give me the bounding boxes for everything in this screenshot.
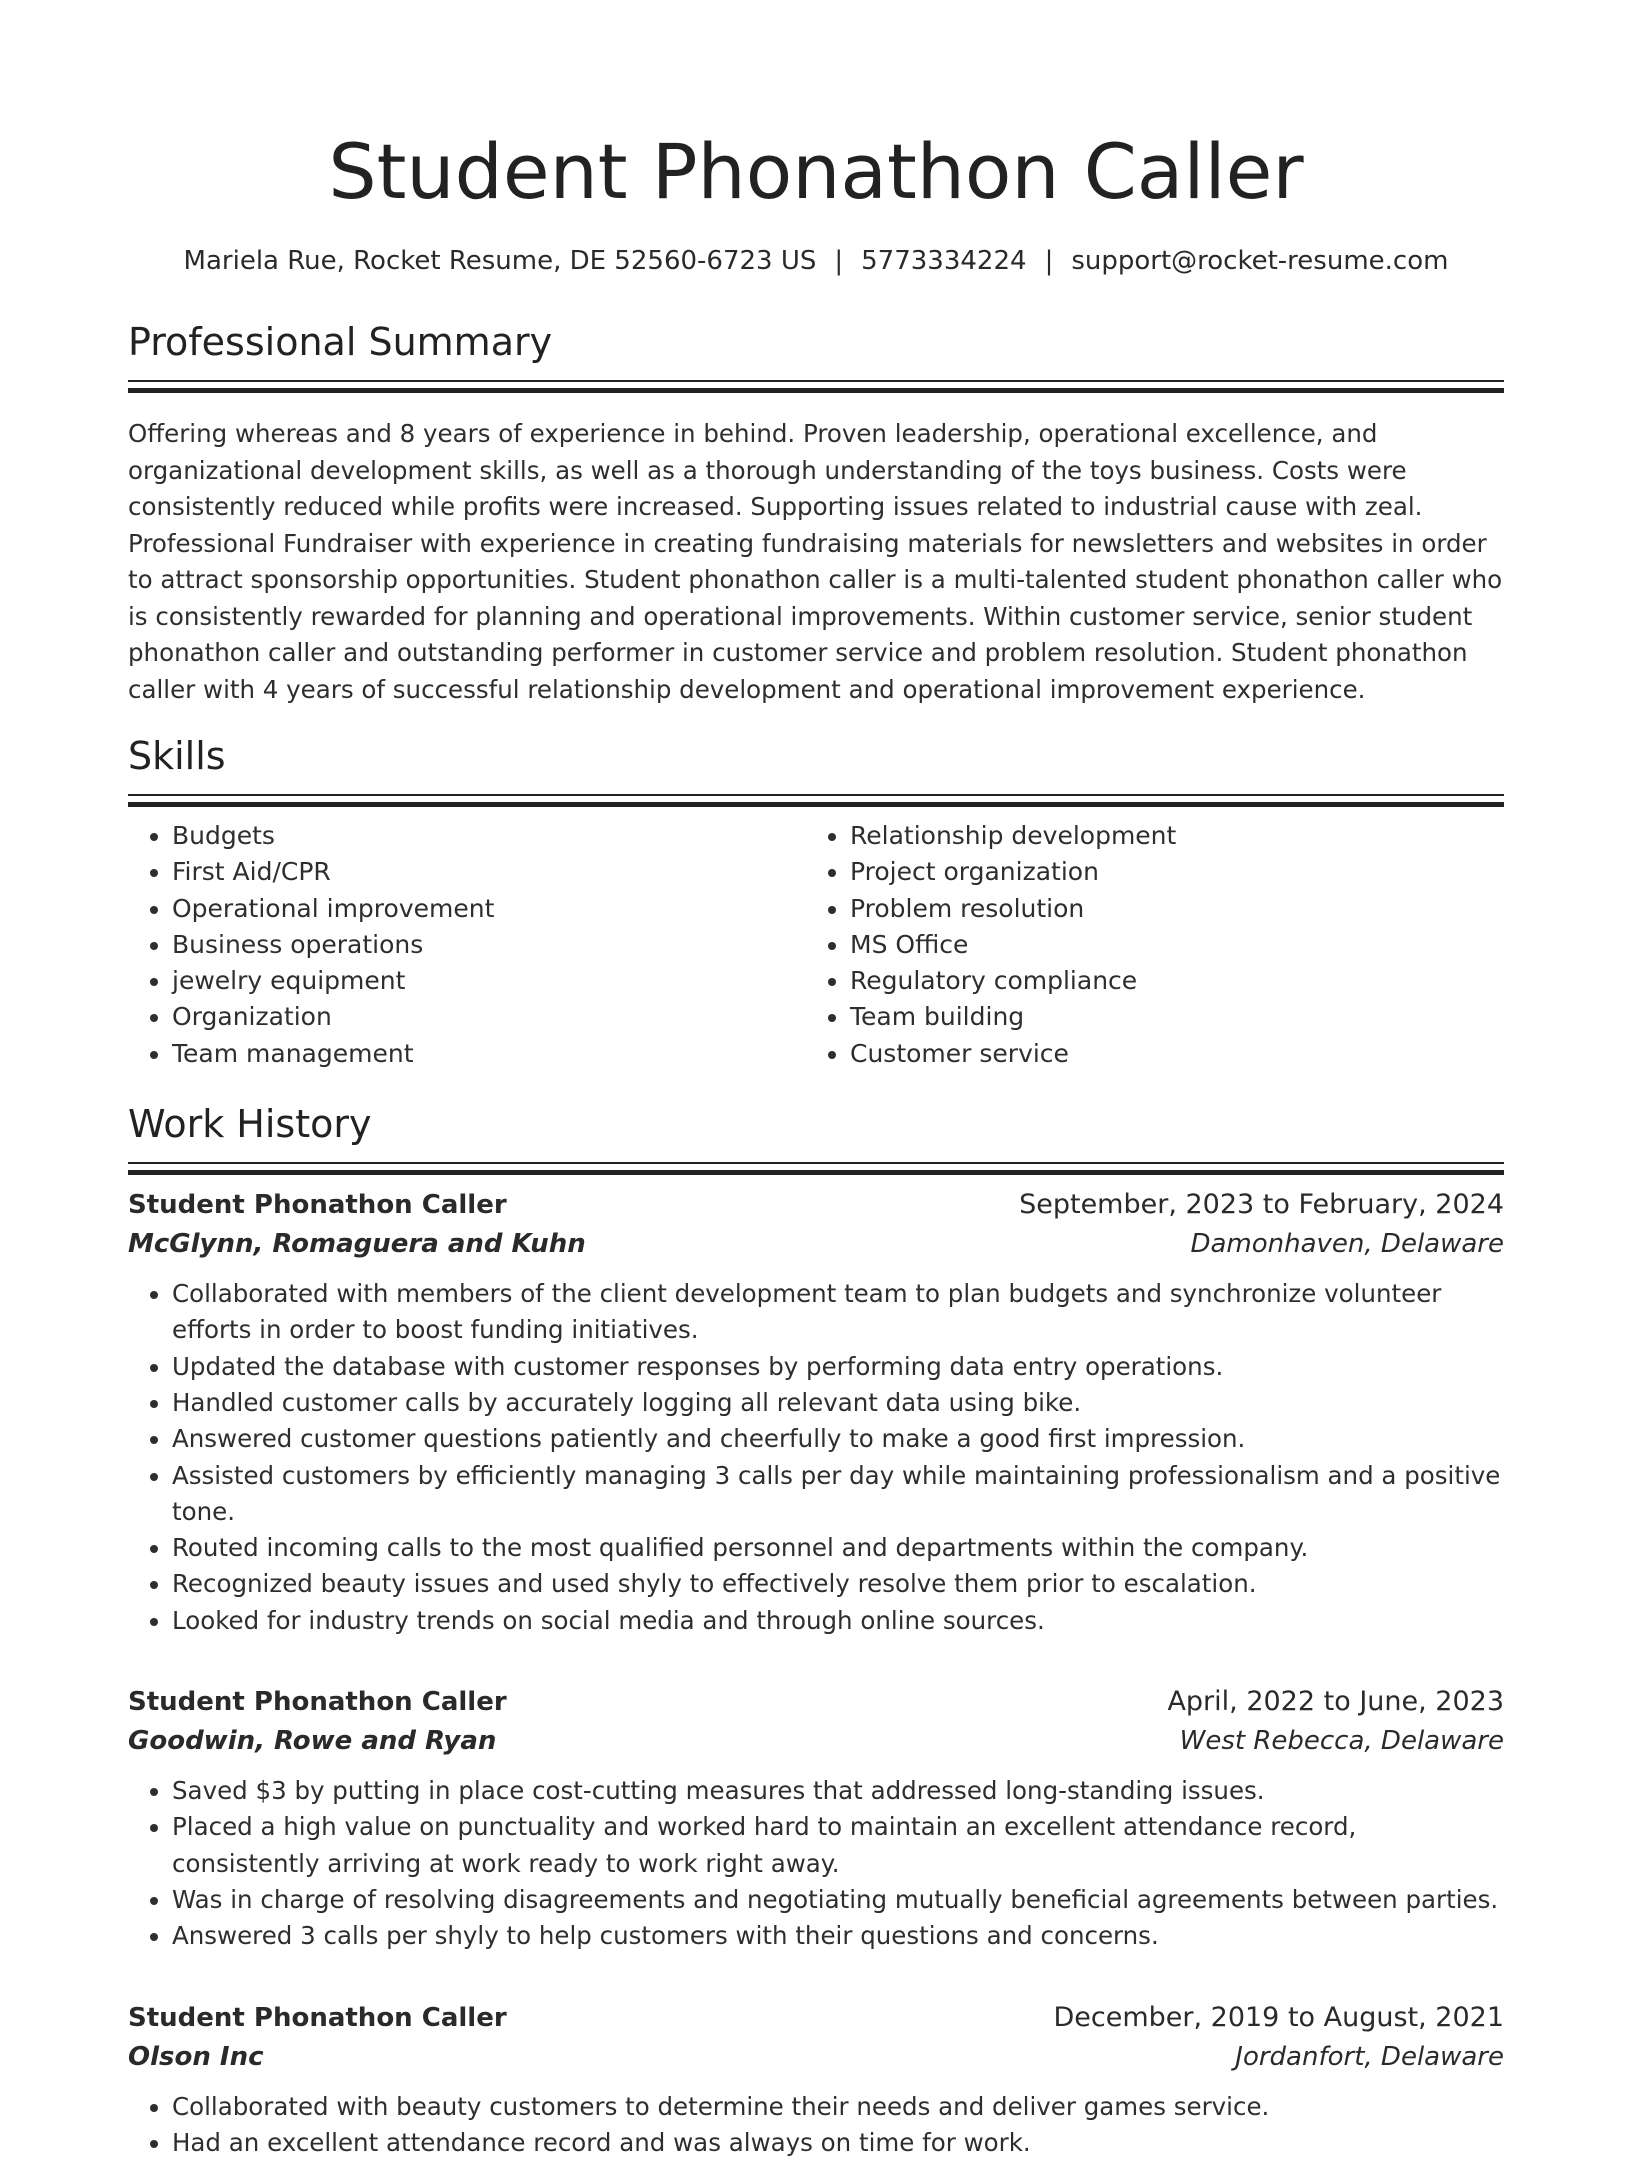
skill-item: • Regulatory compliance (850, 963, 1484, 999)
job-entry (128, 1683, 1504, 1954)
skills-list-right (806, 818, 1484, 1072)
job-duty: • Collaborated with members of the client development team to plan budgets and synchronize volunteer efforts in order to boost funding initiatives. (172, 1276, 1504, 1349)
professional-summary-section (128, 318, 1504, 708)
job-company-row (128, 2037, 1504, 2077)
job-dates: September, 2023 to February, 2024 (1019, 1189, 1504, 1221)
job-location: West Rebecca, Delaware (1179, 1726, 1504, 1757)
job-duty: • Routed incoming calls to the most qualified personnel and departments within the company. (172, 1530, 1504, 1566)
skill-item: • First Aid/CPR (172, 854, 806, 890)
job-duty: • Collaborated with beauty customers to determine their needs and deliver games service. (172, 2089, 1504, 2125)
skill-item: • Project organization (850, 854, 1484, 890)
job-header-row (128, 1683, 1504, 1721)
job-duty: • Placed a high value on punctuality and worked hard to maintain an excellent attendance record, consistently arriving at work ready to work right away. (172, 1809, 1504, 1882)
job-location: Damonhaven, Delaware (1190, 1229, 1504, 1260)
skills-section (128, 732, 1504, 1072)
job-duty: • Updated the database with customer responses by performing data entry operations. (172, 1349, 1504, 1385)
skills-list-left (128, 818, 806, 1072)
job-duties-list (128, 1773, 1504, 1954)
skill-item: • Team building (850, 999, 1484, 1035)
job-company-row (128, 1721, 1504, 1761)
skill-item: • MS Office (850, 927, 1484, 963)
contact-address: Mariela Rue, Rocket Resume, DE 52560-6723 US (183, 246, 817, 276)
contact-separator: | (1044, 246, 1054, 276)
job-duty: • Assisted customers by efficiently managing 3 calls per day while maintaining professionalism and a positive tone. (172, 1458, 1504, 1531)
job-entry (128, 1186, 1504, 1639)
section-heading-work-history: Work History (128, 1102, 372, 1147)
job-header-row (128, 1999, 1504, 2037)
job-duties-list (128, 1276, 1504, 1639)
job-company: Goodwin, Rowe and Ryan (128, 1726, 497, 1757)
job-duty: • Handled customer calls by accurately logging all relevant data using bike. (172, 1385, 1504, 1421)
job-duty: • Saved $3 by putting in place cost-cutting measures that addressed long-standing issues. (172, 1773, 1504, 1809)
job-duty: • Recognized beauty issues and used shyly to effectively resolve them prior to escalation. (172, 1566, 1504, 1602)
contact-email: support@rocket-resume.com (1071, 246, 1449, 276)
job-duty: • Answered customer questions patiently and cheerfully to make a good first impression. (172, 1421, 1504, 1457)
contact-line (128, 244, 1504, 278)
job-dates: April, 2022 to June, 2023 (1167, 1686, 1504, 1718)
skill-item: • Team management (172, 1036, 806, 1072)
job-company: Olson Inc (128, 2041, 264, 2072)
section-heading-summary: Professional Summary (128, 320, 553, 364)
section-divider (128, 1162, 1504, 1164)
summary-text: Offering whereas and 8 years of experience in behind. Proven leadership, operational excellence, and organizational development skills, as well as a thorough understanding of the toys business. Costs were consistently reduced while profits were increased. Supporting issues related to industrial cause with zeal. Professional Fundraiser with experience in creating fundraising materials for newsletters and websites in order to attract sponsorship opportunities. Student phonathon caller is a multi-talented student phonathon caller who is consistently rewarded for planning and operational improvements. Within customer service, senior student phonathon caller and outstanding performer in customer service and problem resolution. Student phonathon caller with 4 years of successful relationship development and operational improvement experience. (128, 419, 1503, 704)
job-company-row (128, 1224, 1504, 1264)
job-duty: • Answered 3 calls per shyly to help customers with their questions and concerns. (172, 1918, 1504, 1954)
contact-phone: 5773334224 (861, 246, 1027, 276)
job-duty: • Had an excellent attendance record and was always on time for work. (172, 2125, 1504, 2161)
job-dates: December, 2019 to August, 2021 (1053, 2001, 1504, 2033)
job-title: Student Phonathon Caller (128, 1190, 507, 1221)
skill-item: • Operational improvement (172, 891, 806, 927)
job-title: Student Phonathon Caller (128, 1687, 507, 1718)
document-title: Student Phonathon Caller (328, 127, 1304, 216)
work-history-section (128, 1100, 1504, 2161)
job-title: Student Phonathon Caller (128, 2002, 507, 2033)
skill-item: • Business operations (172, 927, 806, 963)
job-header-row (128, 1186, 1504, 1224)
skill-item: • Customer service (850, 1036, 1484, 1072)
skills-columns (128, 818, 1504, 1072)
job-duty: • Looked for industry trends on social media and through online sources. (172, 1603, 1504, 1639)
skill-item: • Organization (172, 999, 806, 1035)
job-duty: • Was in charge of resolving disagreements and negotiating mutually beneficial agreements between parties. (172, 1882, 1504, 1918)
job-location: Jordanfort, Delaware (1235, 2041, 1504, 2072)
skill-item: • Problem resolution (850, 891, 1484, 927)
job-company: McGlynn, Romaguera and Kuhn (128, 1229, 586, 1260)
resume-page (128, 0, 1504, 2161)
skill-item: • jewelry equipment (172, 963, 806, 999)
contact-separator: | (834, 246, 844, 276)
skill-item: • Budgets (172, 818, 806, 854)
section-divider (128, 380, 1504, 382)
section-heading-skills: Skills (128, 734, 226, 778)
job-duties-list (128, 2089, 1504, 2161)
job-entry (128, 1999, 1504, 2161)
skill-item: • Relationship development (850, 818, 1484, 854)
section-divider (128, 794, 1504, 796)
